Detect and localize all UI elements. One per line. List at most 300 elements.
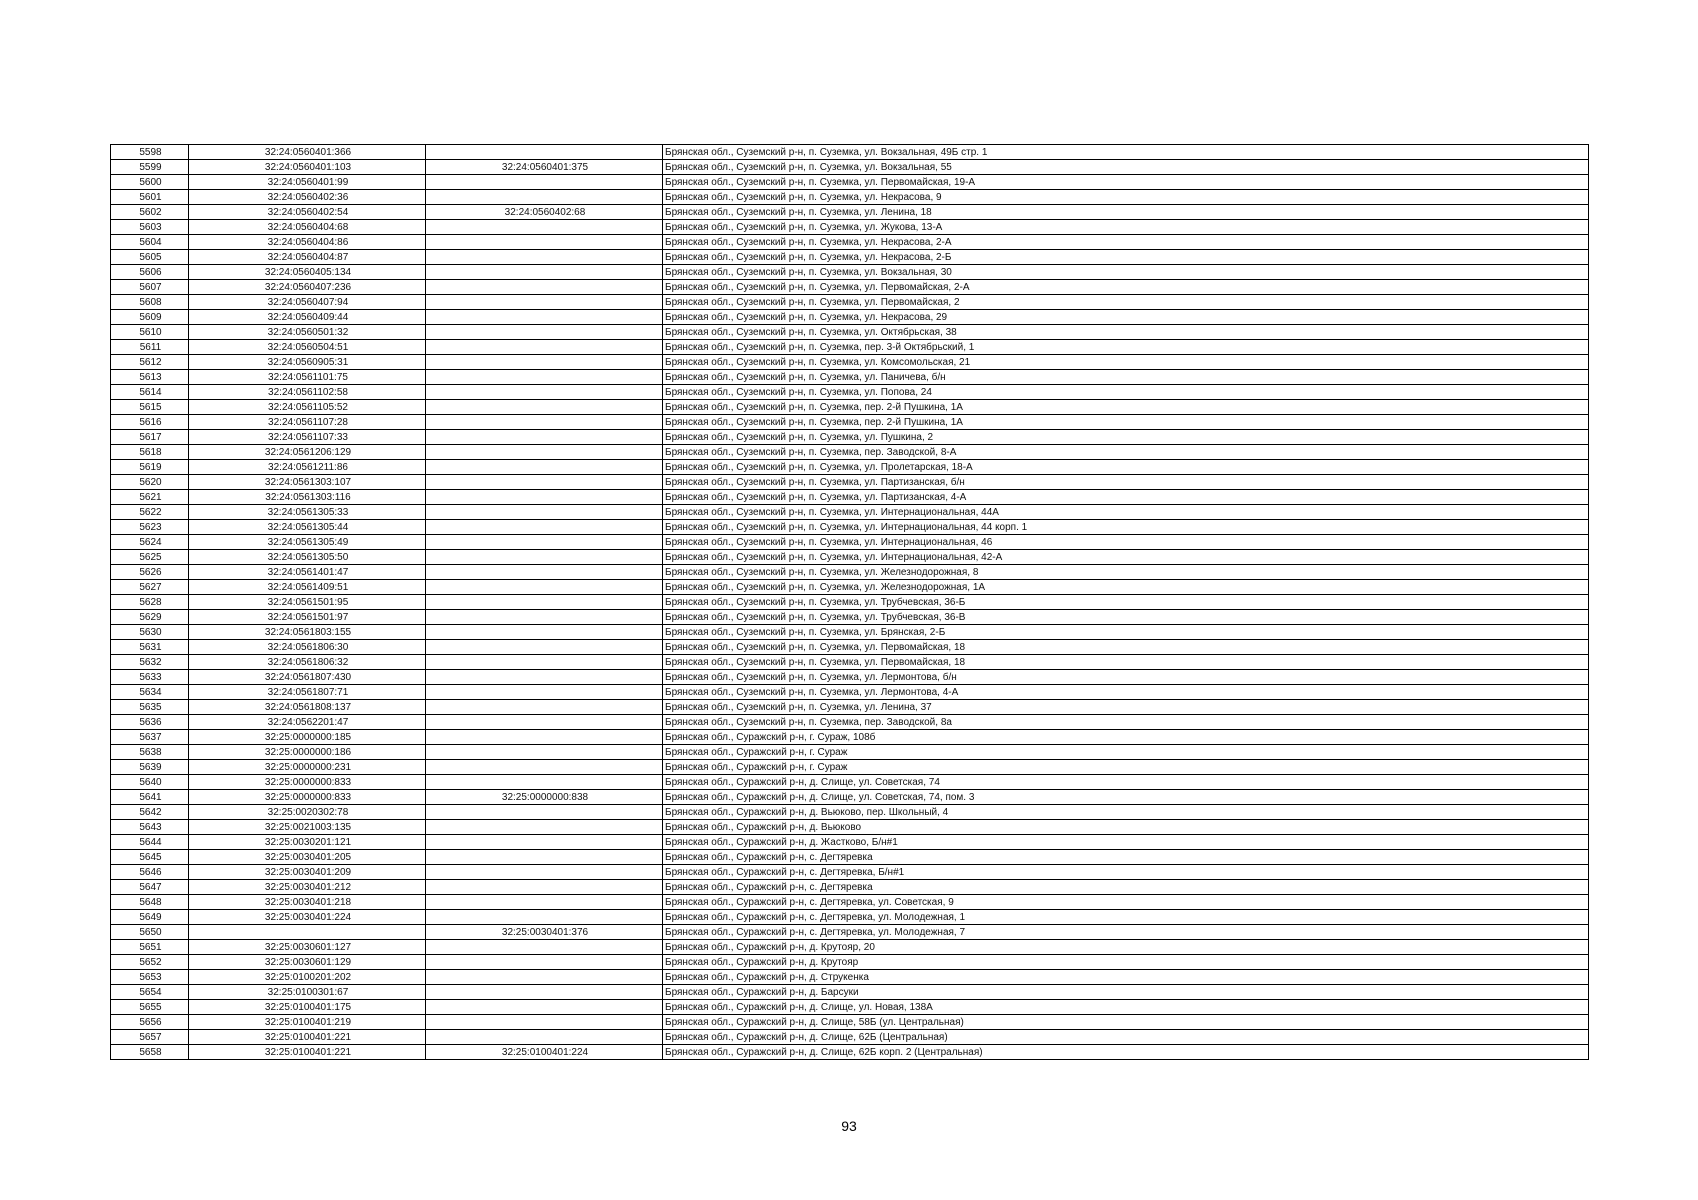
address: Брянская обл., Суражский р-н, с. Дегтяревка, ул. Советская, 9 (663, 895, 1589, 910)
address: Брянская обл., Суземский р-н, п. Суземка, ул. Октябрьская, 38 (663, 325, 1589, 340)
table-row (111, 1030, 1589, 1045)
row-number: 5654 (111, 985, 189, 1000)
address: Брянская обл., Суземский р-н, п. Суземка, ул. Жукова, 13-А (663, 220, 1589, 235)
related-cadastral-number (426, 655, 663, 670)
cadastral-number: 32:24:0560404:86 (189, 235, 426, 250)
table-row (111, 235, 1589, 250)
row-number: 5652 (111, 955, 189, 970)
table-row (111, 640, 1589, 655)
address: Брянская обл., Суземский р-н, п. Суземка, ул. Интернациональная, 44 корп. 1 (663, 520, 1589, 535)
related-cadastral-number (426, 190, 663, 205)
cadastral-number: 32:25:0000000:186 (189, 745, 426, 760)
cadastral-number: 32:25:0021003:135 (189, 820, 426, 835)
table-row (111, 580, 1589, 595)
related-cadastral-number: 32:25:0030401:376 (426, 925, 663, 940)
table-row (111, 370, 1589, 385)
row-number: 5653 (111, 970, 189, 985)
address: Брянская обл., Суражский р-н, д. Барсуки (663, 985, 1589, 1000)
address: Брянская обл., Суражский р-н, г. Сураж (663, 760, 1589, 775)
address: Брянская обл., Суземский р-н, п. Суземка, ул. Некрасова, 2-Б (663, 250, 1589, 265)
address: Брянская обл., Суражский р-н, д. Слище, ул. Новая, 138А (663, 1000, 1589, 1015)
cadastral-number: 32:24:0561305:44 (189, 520, 426, 535)
row-number: 5601 (111, 190, 189, 205)
row-number: 5608 (111, 295, 189, 310)
table-row (111, 220, 1589, 235)
address: Брянская обл., Суражский р-н, д. Струкенка (663, 970, 1589, 985)
related-cadastral-number (426, 955, 663, 970)
address: Брянская обл., Суземский р-н, п. Суземка, ул. Железнодорожная, 1А (663, 580, 1589, 595)
address: Брянская обл., Суземский р-н, п. Суземка, ул. Вокзальная, 55 (663, 160, 1589, 175)
address: Брянская обл., Суземский р-н, п. Суземка, пер. 2-й Пушкина, 1А (663, 415, 1589, 430)
cadastral-number: 32:25:0030601:129 (189, 955, 426, 970)
table-row (111, 340, 1589, 355)
related-cadastral-number (426, 250, 663, 265)
table-row (111, 175, 1589, 190)
address: Брянская обл., Суражский р-н, д. Вьюково (663, 820, 1589, 835)
table-row (111, 415, 1589, 430)
table-row (111, 910, 1589, 925)
related-cadastral-number (426, 340, 663, 355)
related-cadastral-number (426, 715, 663, 730)
table-row (111, 265, 1589, 280)
row-number: 5655 (111, 1000, 189, 1015)
table-row (111, 670, 1589, 685)
related-cadastral-number (426, 445, 663, 460)
address: Брянская обл., Суземский р-н, п. Суземка, пер. Заводской, 8-А (663, 445, 1589, 460)
cadastral-number: 32:24:0561305:49 (189, 535, 426, 550)
row-number: 5602 (111, 205, 189, 220)
row-number: 5633 (111, 670, 189, 685)
related-cadastral-number (426, 970, 663, 985)
related-cadastral-number (426, 460, 663, 475)
address: Брянская обл., Суражский р-н, д. Крутояр, 20 (663, 940, 1589, 955)
table-row (111, 550, 1589, 565)
row-number: 5656 (111, 1015, 189, 1030)
row-number: 5625 (111, 550, 189, 565)
table-row (111, 535, 1589, 550)
related-cadastral-number (426, 895, 663, 910)
address: Брянская обл., Суземский р-н, п. Суземка, ул. Интернациональная, 46 (663, 535, 1589, 550)
table-row (111, 760, 1589, 775)
related-cadastral-number (426, 370, 663, 385)
table-row (111, 715, 1589, 730)
table-row (111, 970, 1589, 985)
cadastral-number: 32:24:0561501:95 (189, 595, 426, 610)
row-number: 5610 (111, 325, 189, 340)
address: Брянская обл., Суземский р-н, п. Суземка, ул. Железнодорожная, 8 (663, 565, 1589, 580)
related-cadastral-number (426, 475, 663, 490)
row-number: 5643 (111, 820, 189, 835)
cadastral-number: 32:25:0100301:67 (189, 985, 426, 1000)
cadastral-number: 32:24:0561401:47 (189, 565, 426, 580)
related-cadastral-number (426, 985, 663, 1000)
address: Брянская обл., Суражский р-н, с. Дегтяревка (663, 850, 1589, 865)
address: Брянская обл., Суражский р-н, д. Слище, ул. Советская, 74, пом. 3 (663, 790, 1589, 805)
row-number: 5618 (111, 445, 189, 460)
address: Брянская обл., Суземский р-н, п. Суземка, ул. Вокзальная, 49Б стр. 1 (663, 145, 1589, 160)
related-cadastral-number (426, 175, 663, 190)
row-number: 5637 (111, 730, 189, 745)
table-row (111, 250, 1589, 265)
related-cadastral-number (426, 265, 663, 280)
cadastral-number: 32:24:0561211:86 (189, 460, 426, 475)
related-cadastral-number (426, 940, 663, 955)
address: Брянская обл., Суземский р-н, п. Суземка, ул. Партизанская, 4-А (663, 490, 1589, 505)
page-number: 93 (841, 1118, 857, 1134)
address: Брянская обл., Суземский р-н, п. Суземка, ул. Трубчевская, 36-В (663, 610, 1589, 625)
address: Брянская обл., Суземский р-н, п. Суземка, ул. Трубчевская, 36-Б (663, 595, 1589, 610)
table-row (111, 805, 1589, 820)
related-cadastral-number (426, 400, 663, 415)
cadastral-number: 32:25:0020302:78 (189, 805, 426, 820)
related-cadastral-number (426, 580, 663, 595)
cadastral-number: 32:25:0030401:218 (189, 895, 426, 910)
related-cadastral-number (426, 145, 663, 160)
cadastral-number: 32:25:0000000:185 (189, 730, 426, 745)
address: Брянская обл., Суражский р-н, д. Жастково, Б/н#1 (663, 835, 1589, 850)
cadastral-number: 32:24:0562201:47 (189, 715, 426, 730)
row-number: 5621 (111, 490, 189, 505)
related-cadastral-number (426, 820, 663, 835)
related-cadastral-number (426, 730, 663, 745)
address: Брянская обл., Суземский р-н, п. Суземка, ул. Лермонтова, б/н (663, 670, 1589, 685)
table-row (111, 400, 1589, 415)
row-number: 5650 (111, 925, 189, 940)
row-number: 5658 (111, 1045, 189, 1060)
address: Брянская обл., Суземский р-н, п. Суземка, ул. Комсомольская, 21 (663, 355, 1589, 370)
cadastral-number: 32:25:0030401:205 (189, 850, 426, 865)
address: Брянская обл., Суражский р-н, г. Сураж, 108б (663, 730, 1589, 745)
address: Брянская обл., Суземский р-н, п. Суземка, ул. Ленина, 37 (663, 700, 1589, 715)
row-number: 5598 (111, 145, 189, 160)
related-cadastral-number (426, 310, 663, 325)
related-cadastral-number (426, 670, 663, 685)
cadastral-number: 32:24:0561501:97 (189, 610, 426, 625)
cadastral-number: 32:24:0561806:32 (189, 655, 426, 670)
row-number: 5651 (111, 940, 189, 955)
cadastral-number: 32:24:0561305:33 (189, 505, 426, 520)
related-cadastral-number (426, 520, 663, 535)
table-row (111, 205, 1589, 220)
cadastral-number: 32:25:0030401:209 (189, 865, 426, 880)
address: Брянская обл., Суземский р-н, п. Суземка, ул. Первомайская, 18 (663, 640, 1589, 655)
row-number: 5600 (111, 175, 189, 190)
table-row (111, 655, 1589, 670)
row-number: 5619 (111, 460, 189, 475)
related-cadastral-number (426, 325, 663, 340)
row-number: 5612 (111, 355, 189, 370)
address: Брянская обл., Суземский р-н, п. Суземка, ул. Пролетарская, 18-А (663, 460, 1589, 475)
row-number: 5622 (111, 505, 189, 520)
related-cadastral-number (426, 295, 663, 310)
related-cadastral-number (426, 355, 663, 370)
address: Брянская обл., Суземский р-н, п. Суземка, ул. Интернациональная, 44А (663, 505, 1589, 520)
row-number: 5627 (111, 580, 189, 595)
row-number: 5604 (111, 235, 189, 250)
related-cadastral-number (426, 505, 663, 520)
table-row (111, 1045, 1589, 1060)
cadastral-number: 32:25:0000000:833 (189, 775, 426, 790)
cadastral-number: 32:24:0561101:75 (189, 370, 426, 385)
table-row (111, 835, 1589, 850)
related-cadastral-number: 32:24:0560401:375 (426, 160, 663, 175)
address: Брянская обл., Суземский р-н, п. Суземка, ул. Лермонтова, 4-А (663, 685, 1589, 700)
related-cadastral-number (426, 760, 663, 775)
cadastral-number: 32:24:0561807:430 (189, 670, 426, 685)
address: Брянская обл., Суражский р-н, г. Сураж (663, 745, 1589, 760)
address: Брянская обл., Суземский р-н, п. Суземка, пер. Заводской, 8а (663, 715, 1589, 730)
row-number: 5611 (111, 340, 189, 355)
related-cadastral-number (426, 490, 663, 505)
row-number: 5641 (111, 790, 189, 805)
related-cadastral-number (426, 1030, 663, 1045)
row-number: 5606 (111, 265, 189, 280)
cadastral-number: 32:24:0560401:99 (189, 175, 426, 190)
cadastral-number: 32:25:0030601:127 (189, 940, 426, 955)
cadastral-number: 32:25:0030401:224 (189, 910, 426, 925)
row-number: 5614 (111, 385, 189, 400)
row-number: 5620 (111, 475, 189, 490)
registry-table-body (111, 145, 1589, 1060)
related-cadastral-number (426, 865, 663, 880)
related-cadastral-number (426, 685, 663, 700)
row-number: 5642 (111, 805, 189, 820)
row-number: 5638 (111, 745, 189, 760)
table-row (111, 700, 1589, 715)
related-cadastral-number (426, 835, 663, 850)
related-cadastral-number (426, 280, 663, 295)
address: Брянская обл., Суземский р-н, п. Суземка, ул. Некрасова, 9 (663, 190, 1589, 205)
related-cadastral-number (426, 565, 663, 580)
row-number: 5616 (111, 415, 189, 430)
table-row (111, 310, 1589, 325)
cadastral-number: 32:25:0100201:202 (189, 970, 426, 985)
related-cadastral-number (426, 850, 663, 865)
address: Брянская обл., Суземский р-н, п. Суземка, ул. Вокзальная, 30 (663, 265, 1589, 280)
related-cadastral-number (426, 385, 663, 400)
related-cadastral-number (426, 700, 663, 715)
address: Брянская обл., Суземский р-н, п. Суземка, пер. 3-й Октябрьский, 1 (663, 340, 1589, 355)
table-row (111, 925, 1589, 940)
cadastral-number: 32:24:0561105:52 (189, 400, 426, 415)
row-number: 5636 (111, 715, 189, 730)
cadastral-number: 32:24:0560401:366 (189, 145, 426, 160)
table-row (111, 490, 1589, 505)
cadastral-number: 32:24:0560409:44 (189, 310, 426, 325)
row-number: 5646 (111, 865, 189, 880)
table-row (111, 190, 1589, 205)
row-number: 5657 (111, 1030, 189, 1045)
related-cadastral-number: 32:25:0000000:838 (426, 790, 663, 805)
cadastral-number: 32:25:0100401:221 (189, 1030, 426, 1045)
row-number: 5649 (111, 910, 189, 925)
table-row (111, 940, 1589, 955)
row-number: 5629 (111, 610, 189, 625)
address: Брянская обл., Суземский р-н, п. Суземка, ул. Пушкина, 2 (663, 430, 1589, 445)
table-row (111, 955, 1589, 970)
row-number: 5635 (111, 700, 189, 715)
table-row (111, 355, 1589, 370)
cadastral-number: 32:24:0560504:51 (189, 340, 426, 355)
related-cadastral-number: 32:25:0100401:224 (426, 1045, 663, 1060)
table-row (111, 880, 1589, 895)
cadastral-number: 32:24:0560404:87 (189, 250, 426, 265)
cadastral-number: 32:24:0561102:58 (189, 385, 426, 400)
cadastral-number: 32:24:0560405:134 (189, 265, 426, 280)
cadastral-number: 32:24:0561803:155 (189, 625, 426, 640)
related-cadastral-number (426, 910, 663, 925)
cadastral-number: 32:24:0560501:32 (189, 325, 426, 340)
cadastral-number: 32:24:0561409:51 (189, 580, 426, 595)
cadastral-number: 32:24:0561303:107 (189, 475, 426, 490)
table-row (111, 520, 1589, 535)
row-number: 5647 (111, 880, 189, 895)
row-number: 5640 (111, 775, 189, 790)
related-cadastral-number (426, 610, 663, 625)
cadastral-number: 32:24:0561807:71 (189, 685, 426, 700)
table-row (111, 280, 1589, 295)
table-row (111, 460, 1589, 475)
address: Брянская обл., Суземский р-н, п. Суземка, ул. Партизанская, б/н (663, 475, 1589, 490)
address: Брянская обл., Суражский р-н, с. Дегтяревка, ул. Молодежная, 1 (663, 910, 1589, 925)
table-row (111, 475, 1589, 490)
table-row (111, 565, 1589, 580)
table-row (111, 145, 1589, 160)
row-number: 5603 (111, 220, 189, 235)
table-row (111, 385, 1589, 400)
cadastral-number: 32:24:0561305:50 (189, 550, 426, 565)
cadastral-number: 32:25:0030401:212 (189, 880, 426, 895)
related-cadastral-number (426, 415, 663, 430)
row-number: 5623 (111, 520, 189, 535)
related-cadastral-number (426, 745, 663, 760)
table-row (111, 160, 1589, 175)
table-row (111, 610, 1589, 625)
cadastral-number: 32:25:0100401:221 (189, 1045, 426, 1060)
table-row (111, 325, 1589, 340)
address: Брянская обл., Суражский р-н, д. Слище, 62Б (Центральная) (663, 1030, 1589, 1045)
table-row (111, 445, 1589, 460)
row-number: 5599 (111, 160, 189, 175)
cadastral-number: 32:24:0560905:31 (189, 355, 426, 370)
row-number: 5644 (111, 835, 189, 850)
related-cadastral-number: 32:24:0560402:68 (426, 205, 663, 220)
row-number: 5607 (111, 280, 189, 295)
cadastral-number (189, 925, 426, 940)
row-number: 5632 (111, 655, 189, 670)
row-number: 5645 (111, 850, 189, 865)
row-number: 5605 (111, 250, 189, 265)
table-row (111, 790, 1589, 805)
related-cadastral-number (426, 1015, 663, 1030)
table-row (111, 730, 1589, 745)
cadastral-number: 32:25:0030201:121 (189, 835, 426, 850)
cadastral-number: 32:25:0100401:219 (189, 1015, 426, 1030)
table-row (111, 775, 1589, 790)
cadastral-number: 32:24:0560404:68 (189, 220, 426, 235)
row-number: 5624 (111, 535, 189, 550)
cadastral-number: 32:24:0560401:103 (189, 160, 426, 175)
cadastral-number: 32:24:0561303:116 (189, 490, 426, 505)
table-row (111, 850, 1589, 865)
related-cadastral-number (426, 235, 663, 250)
address: Брянская обл., Суражский р-н, с. Дегтяревка (663, 880, 1589, 895)
table-row (111, 895, 1589, 910)
table-row (111, 430, 1589, 445)
cadastral-number: 32:25:0100401:175 (189, 1000, 426, 1015)
table-row (111, 685, 1589, 700)
related-cadastral-number (426, 880, 663, 895)
address: Брянская обл., Суземский р-н, п. Суземка, ул. Первомайская, 19-А (663, 175, 1589, 190)
address: Брянская обл., Суражский р-н, д. Слище, ул. Советская, 74 (663, 775, 1589, 790)
row-number: 5648 (111, 895, 189, 910)
cadastral-number: 32:25:0000000:833 (189, 790, 426, 805)
address: Брянская обл., Суражский р-н, д. Крутояр (663, 955, 1589, 970)
address: Брянская обл., Суражский р-н, с. Дегтяревка, ул. Молодежная, 7 (663, 925, 1589, 940)
address: Брянская обл., Суземский р-н, п. Суземка, ул. Первомайская, 2 (663, 295, 1589, 310)
address: Брянская обл., Суземский р-н, п. Суземка, ул. Ленина, 18 (663, 205, 1589, 220)
cadastral-number: 32:24:0560402:54 (189, 205, 426, 220)
table-row (111, 1015, 1589, 1030)
address: Брянская обл., Суземский р-н, п. Суземка, ул. Первомайская, 18 (663, 655, 1589, 670)
related-cadastral-number (426, 1000, 663, 1015)
table-row (111, 625, 1589, 640)
registry-table (110, 144, 1589, 1060)
table-row (111, 505, 1589, 520)
table-row (111, 985, 1589, 1000)
address: Брянская обл., Суражский р-н, д. Вьюково, пер. Школьный, 4 (663, 805, 1589, 820)
cadastral-number: 32:24:0561806:30 (189, 640, 426, 655)
address: Брянская обл., Суземский р-н, п. Суземка, пер. 2-й Пушкина, 1А (663, 400, 1589, 415)
table-row (111, 745, 1589, 760)
row-number: 5609 (111, 310, 189, 325)
related-cadastral-number (426, 220, 663, 235)
table-row (111, 820, 1589, 835)
cadastral-number: 32:24:0561107:33 (189, 430, 426, 445)
row-number: 5613 (111, 370, 189, 385)
related-cadastral-number (426, 640, 663, 655)
address: Брянская обл., Суражский р-н, д. Слище, 58Б (ул. Центральная) (663, 1015, 1589, 1030)
related-cadastral-number (426, 625, 663, 640)
row-number: 5615 (111, 400, 189, 415)
cadastral-number: 32:24:0560402:36 (189, 190, 426, 205)
row-number: 5634 (111, 685, 189, 700)
table-row (111, 1000, 1589, 1015)
related-cadastral-number (426, 805, 663, 820)
address: Брянская обл., Суземский р-н, п. Суземка, ул. Некрасова, 2-А (663, 235, 1589, 250)
address: Брянская обл., Суражский р-н, д. Слище, 62Б корп. 2 (Центральная) (663, 1045, 1589, 1060)
table-row (111, 865, 1589, 880)
cadastral-number: 32:24:0561107:28 (189, 415, 426, 430)
row-number: 5628 (111, 595, 189, 610)
address: Брянская обл., Суземский р-н, п. Суземка, ул. Брянская, 2-Б (663, 625, 1589, 640)
address: Брянская обл., Суземский р-н, п. Суземка, ул. Некрасова, 29 (663, 310, 1589, 325)
address: Брянская обл., Суземский р-н, п. Суземка, ул. Первомайская, 2-А (663, 280, 1589, 295)
cadastral-number: 32:24:0560407:236 (189, 280, 426, 295)
related-cadastral-number (426, 535, 663, 550)
row-number: 5630 (111, 625, 189, 640)
row-number: 5631 (111, 640, 189, 655)
related-cadastral-number (426, 430, 663, 445)
cadastral-number: 32:24:0560407:94 (189, 295, 426, 310)
cadastral-number: 32:25:0000000:231 (189, 760, 426, 775)
cadastral-number: 32:24:0561808:137 (189, 700, 426, 715)
cadastral-number: 32:24:0561206:129 (189, 445, 426, 460)
address: Брянская обл., Суражский р-н, с. Дегтяревка, Б/н#1 (663, 865, 1589, 880)
table-row (111, 595, 1589, 610)
row-number: 5639 (111, 760, 189, 775)
related-cadastral-number (426, 595, 663, 610)
